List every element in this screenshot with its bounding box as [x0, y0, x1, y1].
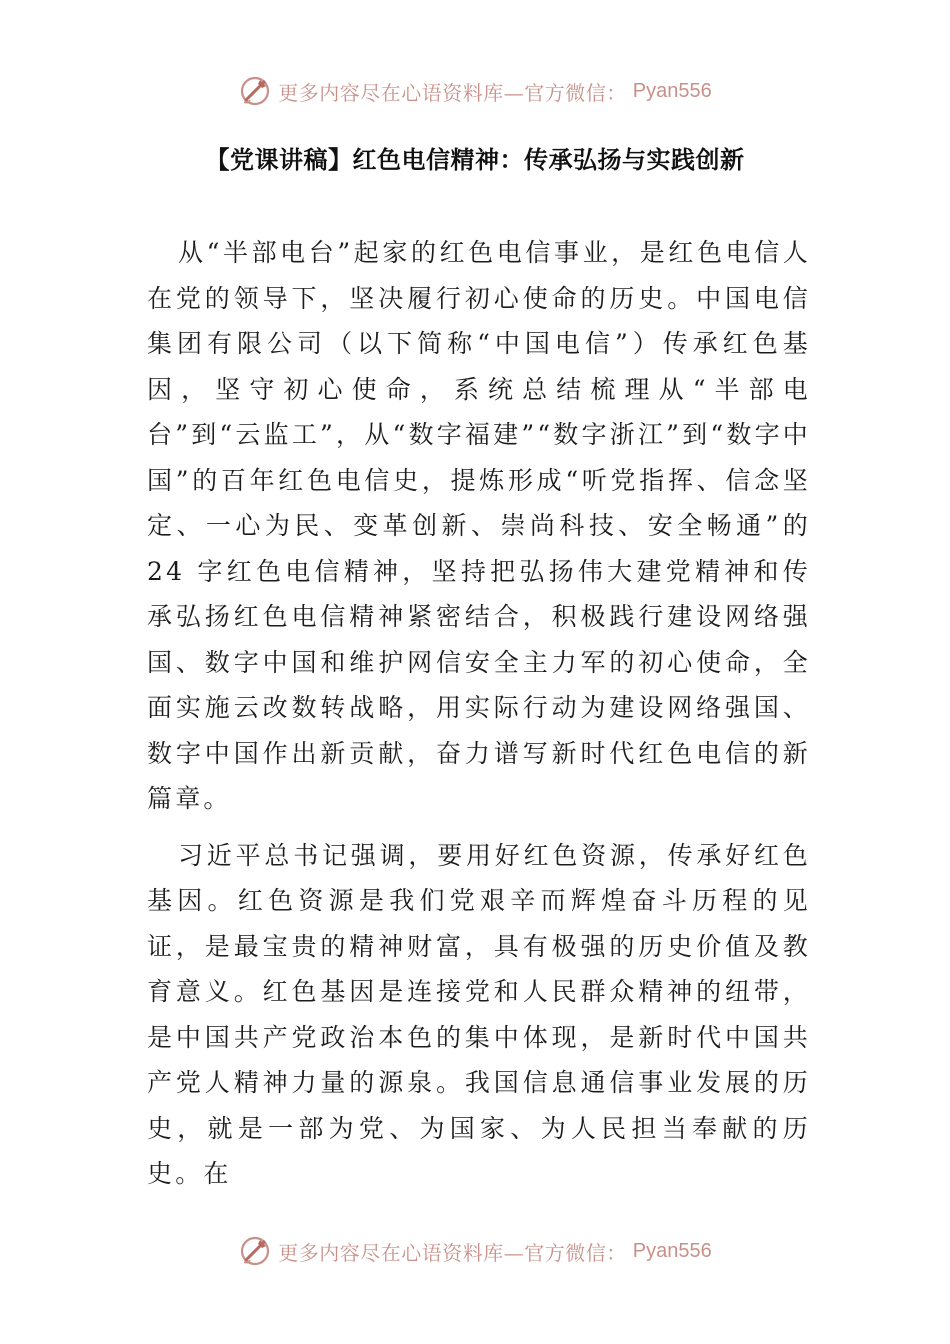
paragraph: 从“半部电台”起家的红色电信事业，是红色电信人在党的领导下，坚决履行初心使命的历史。中国电信集团有限公司（以下简称“中国电信”）传承红色基因，坚守初心使命，系统总结梳理从“半部电台”到“云监工”，从“数字福建”“数字浙江”到“数字中国”的百年红色电信史，提炼形成“听党指挥、信念坚定、一心为民、变革创新、崇尚科技、安全畅通”的 24 字红色电信精神，坚持把弘扬伟大建党精神和传承弘扬红色电信精神紧密结合，积极践行建设网络强国、数字中国和维护网信安全主力军的初心使命，全面实施云改数转战略，用实际行动为建设网络强国、数字中国作出新贡献，奋力谱写新时代红色电信的新篇章。 — [147, 238, 811, 813]
watermark-wechat-id: Pyan556 — [632, 1239, 712, 1262]
document-body — [147, 230, 811, 1208]
pen-seal-logo-icon — [238, 74, 272, 108]
pen-seal-logo-icon — [238, 1234, 272, 1268]
document-title: 【党课讲稿】红色电信精神：传承弘扬与实践创新 — [205, 146, 745, 174]
watermark-wechat-id: Pyan556 — [632, 79, 712, 102]
watermark-text: 更多内容尽在心语资料库—官方微信： — [278, 80, 627, 105]
header-watermark — [0, 74, 950, 108]
footer-watermark — [0, 1234, 950, 1268]
watermark-text: 更多内容尽在心语资料库—官方微信： — [278, 1240, 627, 1265]
paragraph: 习近平总书记强调，要用好红色资源，传承好红色基因。红色资源是我们党艰辛而辉煌奋斗历程的见证，是最宝贵的精神财富，具有极强的历史价值及教育意义。红色基因是连接党和人民群众精神的纽带，是中国共产党政治本色的集中体现，是新时代中国共产党人精神力量的源泉。我国信息通信事业发展的历史，就是一部为党、为国家、为人民担当奉献的历史。在 — [147, 840, 811, 1188]
